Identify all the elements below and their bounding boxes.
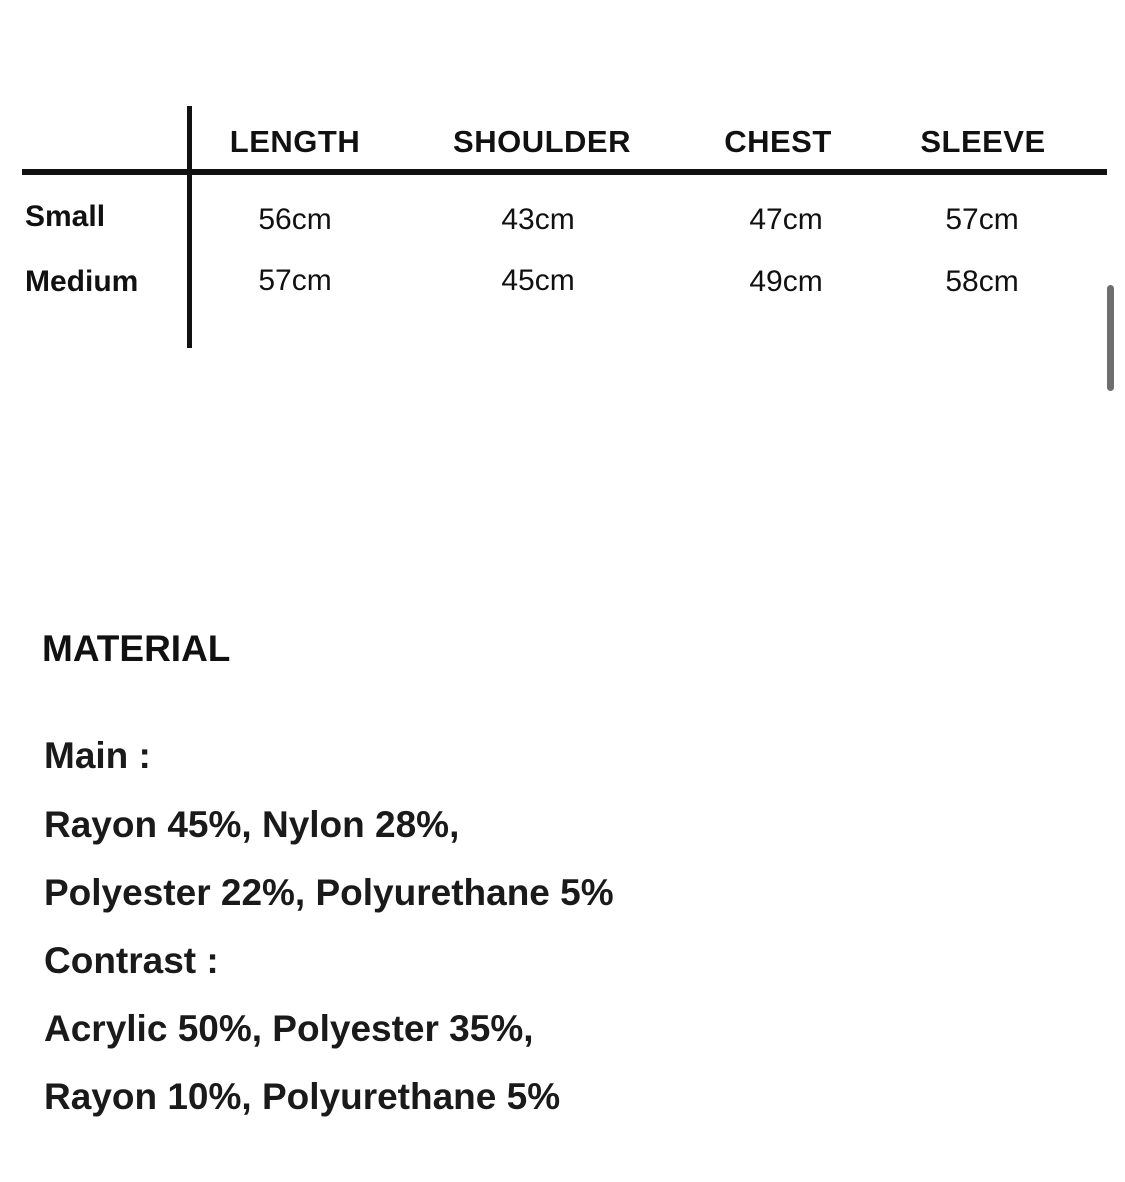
material-contrast-line-2: Rayon 10%, Polyurethane 5% [44,1076,561,1117]
scrollbar-thumb[interactable] [1107,285,1114,391]
row-label-medium: Medium [25,265,139,298]
cell-small-shoulder: 43cm [501,203,575,236]
horizontal-divider [22,169,1107,175]
material-main-line-2: Polyester 22%, Polyurethane 5% [44,872,614,913]
cell-medium-shoulder: 45cm [501,264,575,297]
cell-small-sleeve: 57cm [945,203,1019,236]
row-label-small: Small [25,200,106,233]
size-chart-table [0,0,1125,360]
cell-small-length: 56cm [258,203,332,236]
material-main-label: Main : [44,735,151,776]
column-header-shoulder: SHOULDER [453,124,631,159]
vertical-divider [187,106,192,348]
material-contrast-line-1: Acrylic 50%, Polyester 35%, [44,1008,534,1049]
material-contrast-label: Contrast : [44,940,219,981]
column-header-chest: CHEST [724,124,832,159]
material-heading: MATERIAL [42,628,231,669]
cell-small-chest: 47cm [749,203,823,236]
column-header-length: LENGTH [229,124,361,159]
cell-medium-sleeve: 58cm [945,265,1019,298]
column-header-sleeve: SLEEVE [920,124,1046,159]
material-main-line-1: Rayon 45%, Nylon 28%, [44,804,460,845]
cell-medium-chest: 49cm [749,265,823,298]
cell-medium-length: 57cm [258,264,332,297]
